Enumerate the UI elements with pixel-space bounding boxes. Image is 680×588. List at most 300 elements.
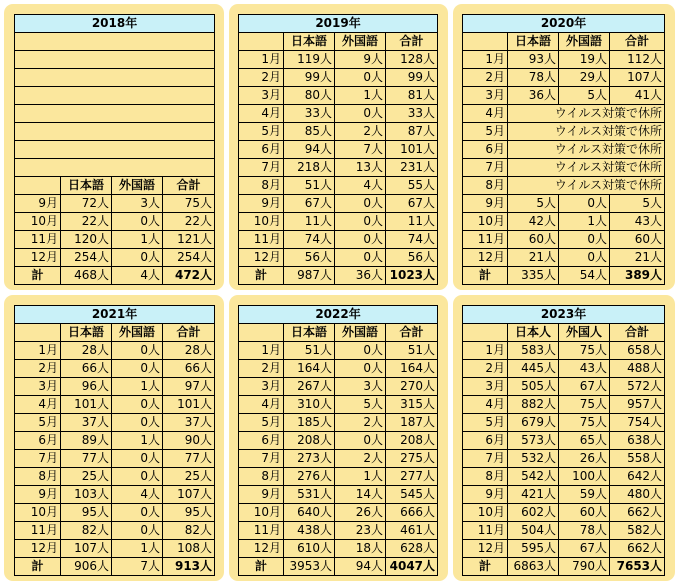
table-row — [239, 486, 438, 504]
month-cell: 12月 — [463, 540, 508, 558]
month-cell: 10月 — [239, 504, 284, 522]
corner-cell — [15, 324, 61, 342]
month-cell: 6月 — [239, 141, 284, 159]
blank-row — [15, 141, 215, 159]
stats-table — [462, 14, 665, 285]
grand-total: 913人 — [163, 558, 215, 576]
value-cell: 3人 — [335, 378, 386, 396]
column-header: 合計 — [610, 33, 665, 51]
month-cell: 5月 — [239, 123, 284, 141]
table-title-row — [463, 306, 665, 324]
table-row — [239, 123, 438, 141]
column-header: 合計 — [610, 324, 665, 342]
total-value: 987人 — [284, 267, 335, 285]
value-cell: 164人 — [284, 360, 335, 378]
table-row — [239, 231, 438, 249]
table-row — [463, 123, 665, 141]
table-row — [463, 504, 665, 522]
total-label: 計 — [15, 267, 61, 285]
table-row — [15, 504, 215, 522]
month-cell: 11月 — [463, 522, 508, 540]
value-cell: 642人 — [610, 468, 665, 486]
month-cell: 1月 — [463, 342, 508, 360]
total-row — [239, 558, 438, 576]
value-cell: 18人 — [335, 540, 386, 558]
value-cell: 42人 — [508, 213, 559, 231]
grand-total: 472人 — [163, 267, 215, 285]
value-cell: 51人 — [284, 177, 335, 195]
month-cell: 10月 — [15, 504, 61, 522]
value-cell: 67人 — [386, 195, 438, 213]
month-cell: 11月 — [463, 231, 508, 249]
value-cell: 1人 — [112, 231, 163, 249]
value-cell: 638人 — [610, 432, 665, 450]
table-row — [463, 360, 665, 378]
value-cell: 78人 — [559, 522, 610, 540]
value-cell: 29人 — [559, 69, 610, 87]
month-cell: 3月 — [15, 378, 61, 396]
blank-cell — [15, 69, 215, 87]
column-header: 外国語 — [335, 324, 386, 342]
month-cell: 8月 — [239, 177, 284, 195]
table-row — [463, 522, 665, 540]
blank-cell — [15, 123, 215, 141]
value-cell: 37人 — [61, 414, 112, 432]
total-value: 906人 — [61, 558, 112, 576]
table-row — [15, 342, 215, 360]
column-header: 外国語 — [335, 33, 386, 51]
value-cell: 43人 — [559, 360, 610, 378]
value-cell: 270人 — [386, 378, 438, 396]
table-row — [239, 432, 438, 450]
month-cell: 7月 — [15, 450, 61, 468]
value-cell: 9人 — [335, 51, 386, 69]
value-cell: 107人 — [163, 486, 215, 504]
column-header: 外国語 — [559, 33, 610, 51]
month-cell: 11月 — [15, 522, 61, 540]
table-row — [463, 195, 665, 213]
value-cell: 4人 — [112, 486, 163, 504]
value-cell: 74人 — [284, 231, 335, 249]
value-cell: 33人 — [386, 105, 438, 123]
corner-cell — [463, 324, 508, 342]
column-header: 合計 — [163, 177, 215, 195]
month-cell: 3月 — [463, 87, 508, 105]
month-cell: 5月 — [463, 414, 508, 432]
total-label: 計 — [239, 558, 284, 576]
table-row — [463, 141, 665, 159]
value-cell: 99人 — [386, 69, 438, 87]
total-value: 3953人 — [284, 558, 335, 576]
table-row — [15, 396, 215, 414]
table-row — [463, 231, 665, 249]
value-cell: 5人 — [559, 87, 610, 105]
table-row — [463, 468, 665, 486]
value-cell: 582人 — [610, 522, 665, 540]
value-cell: 14人 — [335, 486, 386, 504]
value-cell: 56人 — [284, 249, 335, 267]
value-cell: 208人 — [284, 432, 335, 450]
value-cell: 531人 — [284, 486, 335, 504]
total-label: 計 — [15, 558, 61, 576]
value-cell: 421人 — [508, 486, 559, 504]
value-cell: 0人 — [112, 342, 163, 360]
table-row — [15, 213, 215, 231]
month-cell: 9月 — [463, 486, 508, 504]
month-cell: 8月 — [463, 177, 508, 195]
value-cell: 120人 — [61, 231, 112, 249]
column-header: 日本語 — [284, 324, 335, 342]
table-row — [239, 468, 438, 486]
value-cell: 231人 — [386, 159, 438, 177]
blank-row — [15, 159, 215, 177]
value-cell: 0人 — [335, 195, 386, 213]
value-cell: 103人 — [61, 486, 112, 504]
value-cell: 480人 — [610, 486, 665, 504]
table-row — [15, 522, 215, 540]
value-cell: 315人 — [386, 396, 438, 414]
value-cell: 82人 — [163, 522, 215, 540]
table-row — [463, 450, 665, 468]
total-value: 54人 — [559, 267, 610, 285]
table-row — [239, 378, 438, 396]
value-cell: 445人 — [508, 360, 559, 378]
value-cell: 0人 — [112, 396, 163, 414]
value-cell: 100人 — [559, 468, 610, 486]
table-row — [239, 177, 438, 195]
value-cell: 276人 — [284, 468, 335, 486]
value-cell: 5人 — [508, 195, 559, 213]
month-cell: 12月 — [239, 249, 284, 267]
value-cell: 0人 — [559, 195, 610, 213]
value-cell: 277人 — [386, 468, 438, 486]
value-cell: 0人 — [112, 450, 163, 468]
value-cell: 56人 — [386, 249, 438, 267]
value-cell: 77人 — [61, 450, 112, 468]
total-row — [239, 267, 438, 285]
table-row — [15, 231, 215, 249]
blank-row — [15, 105, 215, 123]
value-cell: 25人 — [61, 468, 112, 486]
month-cell: 10月 — [463, 213, 508, 231]
value-cell: 112人 — [610, 51, 665, 69]
table-row — [239, 105, 438, 123]
table-row — [239, 249, 438, 267]
blank-cell — [15, 51, 215, 69]
value-cell: 0人 — [335, 342, 386, 360]
blank-row — [15, 69, 215, 87]
value-cell: 0人 — [112, 249, 163, 267]
table-row — [239, 51, 438, 69]
value-cell: 545人 — [386, 486, 438, 504]
total-row — [15, 558, 215, 576]
value-cell: 532人 — [508, 450, 559, 468]
table-header-row — [239, 33, 438, 51]
table-title-row — [239, 15, 438, 33]
month-cell: 4月 — [463, 105, 508, 123]
value-cell: 81人 — [386, 87, 438, 105]
table-row — [463, 69, 665, 87]
table-row — [15, 450, 215, 468]
blank-row — [15, 87, 215, 105]
value-cell: 602人 — [508, 504, 559, 522]
value-cell: 218人 — [284, 159, 335, 177]
total-label: 計 — [239, 267, 284, 285]
value-cell: 97人 — [163, 378, 215, 396]
value-cell: 65人 — [559, 432, 610, 450]
value-cell: 1人 — [335, 87, 386, 105]
grand-total: 7653人 — [610, 558, 665, 576]
value-cell: 882人 — [508, 396, 559, 414]
table-row — [15, 249, 215, 267]
value-cell: 75人 — [163, 195, 215, 213]
value-cell: 51人 — [386, 342, 438, 360]
value-cell: 187人 — [386, 414, 438, 432]
total-row — [463, 267, 665, 285]
value-cell: 254人 — [61, 249, 112, 267]
value-cell: 108人 — [163, 540, 215, 558]
value-cell: 488人 — [610, 360, 665, 378]
month-cell: 6月 — [463, 432, 508, 450]
value-cell: 542人 — [508, 468, 559, 486]
table-header-row — [463, 33, 665, 51]
value-cell: 128人 — [386, 51, 438, 69]
closure-note: ウイルス対策で休所 — [508, 159, 665, 177]
value-cell: 99人 — [284, 69, 335, 87]
value-cell: 67人 — [559, 540, 610, 558]
table-row — [463, 540, 665, 558]
column-header: 合計 — [386, 324, 438, 342]
value-cell: 36人 — [508, 87, 559, 105]
table-header-row — [463, 324, 665, 342]
value-cell: 254人 — [163, 249, 215, 267]
value-cell: 72人 — [61, 195, 112, 213]
value-cell: 51人 — [284, 342, 335, 360]
total-value: 6863人 — [508, 558, 559, 576]
column-header: 日本語 — [61, 324, 112, 342]
closure-note: ウイルス対策で休所 — [508, 177, 665, 195]
value-cell: 0人 — [335, 69, 386, 87]
value-cell: 2人 — [335, 414, 386, 432]
month-cell: 11月 — [15, 231, 61, 249]
value-cell: 275人 — [386, 450, 438, 468]
table-row — [239, 414, 438, 432]
value-cell: 0人 — [112, 504, 163, 522]
value-cell: 75人 — [559, 342, 610, 360]
table-row — [15, 414, 215, 432]
corner-cell — [463, 33, 508, 51]
month-cell: 3月 — [239, 87, 284, 105]
month-cell: 6月 — [15, 432, 61, 450]
table-row — [239, 213, 438, 231]
value-cell: 60人 — [610, 231, 665, 249]
month-cell: 5月 — [15, 414, 61, 432]
column-header: 日本人 — [508, 324, 559, 342]
blank-row — [15, 123, 215, 141]
table-title-row — [239, 306, 438, 324]
value-cell: 19人 — [559, 51, 610, 69]
value-cell: 957人 — [610, 396, 665, 414]
table-row — [239, 450, 438, 468]
table-row — [15, 486, 215, 504]
table-row — [463, 414, 665, 432]
value-cell: 23人 — [335, 522, 386, 540]
value-cell: 0人 — [112, 468, 163, 486]
table-row — [239, 69, 438, 87]
corner-cell — [239, 33, 284, 51]
month-cell: 12月 — [463, 249, 508, 267]
value-cell: 267人 — [284, 378, 335, 396]
table-row — [463, 486, 665, 504]
month-cell: 4月 — [463, 396, 508, 414]
value-cell: 666人 — [386, 504, 438, 522]
value-cell: 438人 — [284, 522, 335, 540]
month-cell: 9月 — [15, 486, 61, 504]
value-cell: 95人 — [163, 504, 215, 522]
value-cell: 1人 — [112, 378, 163, 396]
table-row — [239, 342, 438, 360]
table-row — [463, 105, 665, 123]
month-cell: 9月 — [239, 486, 284, 504]
value-cell: 101人 — [386, 141, 438, 159]
month-cell: 11月 — [239, 231, 284, 249]
table-title: 2023年 — [463, 306, 665, 324]
table-row — [239, 360, 438, 378]
column-header: 外国語 — [112, 324, 163, 342]
month-cell: 3月 — [463, 378, 508, 396]
month-cell: 4月 — [239, 105, 284, 123]
value-cell: 55人 — [386, 177, 438, 195]
table-row — [463, 396, 665, 414]
total-value: 335人 — [508, 267, 559, 285]
month-cell: 10月 — [239, 213, 284, 231]
value-cell: 610人 — [284, 540, 335, 558]
month-cell: 12月 — [15, 540, 61, 558]
value-cell: 754人 — [610, 414, 665, 432]
corner-cell — [239, 324, 284, 342]
value-cell: 66人 — [61, 360, 112, 378]
column-header: 日本語 — [508, 33, 559, 51]
value-cell: 22人 — [61, 213, 112, 231]
month-cell: 7月 — [239, 159, 284, 177]
value-cell: 0人 — [335, 360, 386, 378]
table-row — [15, 468, 215, 486]
value-cell: 22人 — [163, 213, 215, 231]
month-cell: 11月 — [239, 522, 284, 540]
value-cell: 640人 — [284, 504, 335, 522]
month-cell: 8月 — [239, 468, 284, 486]
total-row — [463, 558, 665, 576]
blank-cell — [15, 141, 215, 159]
value-cell: 26人 — [335, 504, 386, 522]
column-header: 合計 — [386, 33, 438, 51]
table-row — [15, 195, 215, 213]
table-header-row — [15, 324, 215, 342]
table-row — [463, 159, 665, 177]
total-value: 94人 — [335, 558, 386, 576]
value-cell: 85人 — [284, 123, 335, 141]
value-cell: 28人 — [163, 342, 215, 360]
value-cell: 662人 — [610, 504, 665, 522]
blank-cell — [15, 159, 215, 177]
month-cell: 9月 — [463, 195, 508, 213]
value-cell: 89人 — [61, 432, 112, 450]
table-row — [239, 141, 438, 159]
table-title: 2020年 — [463, 15, 665, 33]
month-cell: 6月 — [463, 141, 508, 159]
month-cell: 2月 — [463, 69, 508, 87]
value-cell: 0人 — [335, 432, 386, 450]
value-cell: 93人 — [508, 51, 559, 69]
value-cell: 583人 — [508, 342, 559, 360]
value-cell: 4人 — [335, 177, 386, 195]
value-cell: 0人 — [335, 231, 386, 249]
total-value: 468人 — [61, 267, 112, 285]
table-row — [15, 432, 215, 450]
value-cell: 101人 — [163, 396, 215, 414]
month-cell: 3月 — [239, 378, 284, 396]
blank-cell — [15, 33, 215, 51]
month-cell: 12月 — [15, 249, 61, 267]
value-cell: 679人 — [508, 414, 559, 432]
value-cell: 0人 — [559, 231, 610, 249]
value-cell: 628人 — [386, 540, 438, 558]
month-cell: 1月 — [463, 51, 508, 69]
table-header-row — [239, 324, 438, 342]
value-cell: 273人 — [284, 450, 335, 468]
value-cell: 0人 — [112, 213, 163, 231]
corner-cell — [15, 177, 61, 195]
value-cell: 66人 — [163, 360, 215, 378]
table-title: 2022年 — [239, 306, 438, 324]
value-cell: 28人 — [61, 342, 112, 360]
total-label: 計 — [463, 558, 508, 576]
blank-cell — [15, 87, 215, 105]
value-cell: 74人 — [386, 231, 438, 249]
closure-note: ウイルス対策で休所 — [508, 141, 665, 159]
table-row — [239, 195, 438, 213]
value-cell: 0人 — [335, 213, 386, 231]
table-title-row — [15, 15, 215, 33]
value-cell: 573人 — [508, 432, 559, 450]
month-cell: 2月 — [239, 360, 284, 378]
month-cell: 10月 — [15, 213, 61, 231]
table-row — [463, 87, 665, 105]
value-cell: 95人 — [61, 504, 112, 522]
table-title: 2018年 — [15, 15, 215, 33]
value-cell: 67人 — [559, 378, 610, 396]
month-cell: 2月 — [15, 360, 61, 378]
table-row — [239, 522, 438, 540]
table-header-row — [15, 177, 215, 195]
table-row — [463, 249, 665, 267]
table-row — [239, 504, 438, 522]
value-cell: 461人 — [386, 522, 438, 540]
value-cell: 1人 — [112, 432, 163, 450]
value-cell: 26人 — [559, 450, 610, 468]
blank-cell — [15, 105, 215, 123]
stats-table — [238, 305, 438, 576]
table-row — [15, 540, 215, 558]
value-cell: 310人 — [284, 396, 335, 414]
grand-total: 389人 — [610, 267, 665, 285]
month-cell: 10月 — [463, 504, 508, 522]
value-cell: 164人 — [386, 360, 438, 378]
value-cell: 43人 — [610, 213, 665, 231]
value-cell: 2人 — [335, 450, 386, 468]
stats-table — [14, 305, 215, 576]
table-row — [463, 378, 665, 396]
